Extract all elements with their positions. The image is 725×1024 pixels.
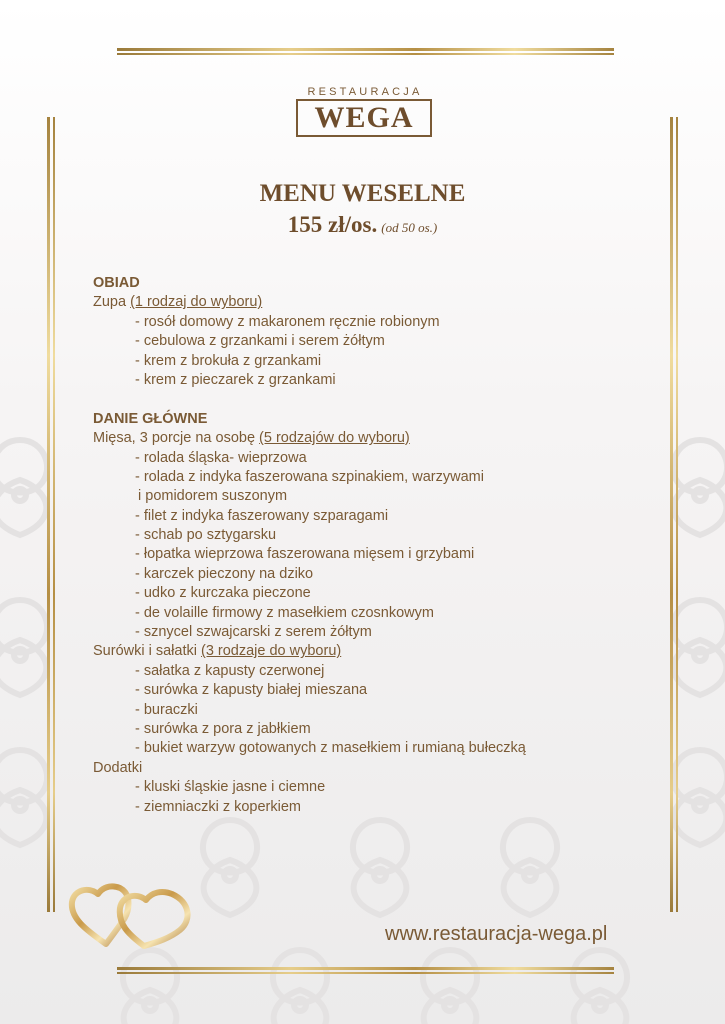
list-item: - kluski śląskie jasne i ciemne bbox=[135, 779, 326, 796]
category-choice: (5 rodzajów do wyboru) bbox=[259, 430, 410, 447]
list-item: - udko z kurczaka pieczone bbox=[135, 585, 311, 602]
list-item: - sznycel szwajcarski z serem żółtym bbox=[135, 624, 372, 641]
category-surowki bbox=[93, 642, 653, 661]
category-label: Zupa bbox=[93, 294, 131, 311]
menu-title: MENU WESELNE bbox=[259, 180, 466, 207]
price-value: 155 zł/os. bbox=[287, 212, 378, 237]
website-link[interactable]: www.restauracja-wega.pl bbox=[385, 923, 608, 945]
list-item: - krem z pieczarek z grzankami bbox=[135, 371, 336, 388]
menu-price bbox=[0, 212, 725, 238]
list-item: - rolada śląska- wieprzowa bbox=[135, 449, 307, 466]
list-item: - ziemniaczki z koperkiem bbox=[135, 798, 301, 815]
list-item: - bukiet warzyw gotowanych z masełkiem i rumianą bułeczką bbox=[135, 740, 526, 757]
list-item: - de volaille firmowy z masełkiem czosnkowym bbox=[135, 604, 434, 621]
category-label: Mięsa, 3 porcje na osobę bbox=[93, 430, 260, 447]
list-item: - łopatka wieprzowa faszerowana mięsem i grzybami bbox=[135, 546, 475, 563]
category-zupa bbox=[93, 293, 653, 312]
list-item: - surówka z kapusty białej mieszana bbox=[135, 682, 368, 699]
bottom-gold-rule bbox=[117, 967, 614, 975]
list-item: - karczek pieczony na dziko bbox=[135, 565, 314, 582]
category-choice: (3 rodzaje do wyboru) bbox=[200, 643, 342, 660]
list-item: - cebulowa z grzankami i serem żółtym bbox=[135, 333, 385, 350]
list-item: - rosół domowy z makaronem ręcznie robionym bbox=[135, 313, 440, 330]
list-item: - filet z indyka faszerowany szparagami bbox=[135, 507, 389, 524]
category-label: Surówki i sałatki bbox=[93, 643, 201, 660]
list-item: - rolada z indyka faszerowana szpinakiem, warzywami bbox=[135, 468, 484, 485]
section-heading-obiad: OBIAD bbox=[93, 275, 140, 291]
category-choice: (1 rodzaj do wyboru) bbox=[130, 294, 263, 311]
list-item-continuation: i pomidorem suszonym bbox=[138, 488, 288, 505]
section-heading-danie: DANIE GŁÓWNE bbox=[93, 410, 208, 427]
wedding-rings-icon bbox=[66, 872, 200, 952]
list-item: - buraczki bbox=[135, 701, 198, 718]
logo-top-word: RESTAURACJA bbox=[307, 86, 423, 98]
list-item: - krem z brokuła z grzankami bbox=[135, 352, 322, 369]
list-item: - sałatka z kapusty czerwonej bbox=[135, 662, 325, 679]
logo: WEGA bbox=[296, 99, 432, 137]
list-item: - schab po sztygarsku bbox=[135, 527, 277, 544]
price-note: (od 50 os.) bbox=[381, 220, 438, 235]
top-gold-rule bbox=[117, 48, 614, 56]
category-miesa bbox=[93, 429, 653, 448]
list-item: - surówka z pora z jabłkiem bbox=[135, 720, 311, 737]
menu-body bbox=[93, 274, 653, 817]
category-dodatki: Dodatki bbox=[93, 759, 143, 776]
